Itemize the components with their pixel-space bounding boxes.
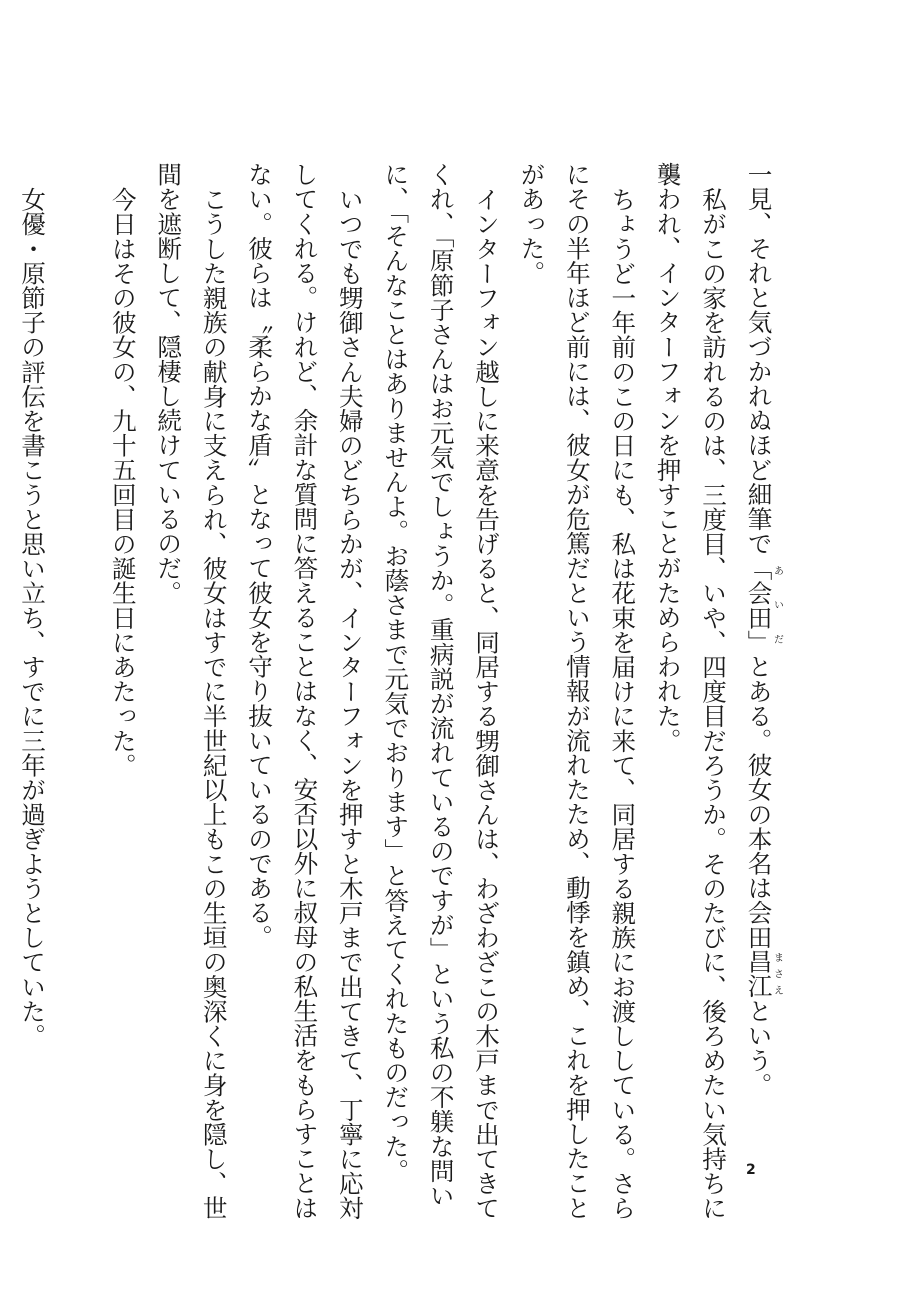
text-line-3: 襲われ、インターフォンを押すことがためらわれた。 (653, 162, 683, 753)
text-segment: という。 (744, 998, 774, 1097)
text-line-2: 私がこの家を訪れるのは、三度目、いや、四度目だろうか。そのたびに、後ろめたい気持ちに (699, 186, 729, 1220)
text-line-12: ない。彼らは〝柔らかな盾〟となって彼女を守り抜いているのである。 (245, 162, 275, 950)
ruby-masae (744, 949, 783, 999)
text-line-10: いつでも甥御さん夫婦のどちらかが、インターフォンを押すと木戸まで出てきて、丁寧に応対 (335, 186, 365, 1220)
section-break (55, 162, 100, 1142)
ruby-base: 昌江 (744, 949, 774, 999)
text-line-1 (736, 162, 782, 1142)
text-line-14: 間を遮断して、隠棲し続けているのだ。 (154, 162, 184, 605)
text-line-13: こうした親族の献身に支えられ、彼女はすでに半世紀以上もこの生垣の奥深くに身を隠し、世 (199, 186, 229, 1220)
text-line-6: があった。 (517, 162, 547, 285)
text-line-9: に、「そんなことはありませんよ。お蔭さまで元気でおります」と答えてくれたものだった。 (381, 162, 411, 1183)
text-line-7: インターフォン越しに来意を告げると、同居する甥御さんは、わざわざこの木戸まで出てきて (472, 186, 502, 1220)
text-line-8: くれ、「原節子さんはお元気でしょうか。重病説が流れているのですが」という私の不躾な問い (426, 162, 456, 1208)
ruby-base: 「会田」 (744, 555, 774, 655)
text-line-17 (0, 162, 10, 1142)
page-number: 2 (746, 1162, 756, 1178)
text-line-4: ちょうど一年前のこの日にも、私は花束を届けに来て、同居する親族にお渡ししている。さら (608, 186, 638, 1220)
text-line-5: にその半年ほど前には、彼女が危篤だという情報が流れたため、動悸を鎮め、これを押したこと (562, 162, 592, 1220)
text-line-11: してくれる。けれど、余計な質問に答えることはなく、安否以外に叔母の私生活をもらすことは (290, 162, 320, 1220)
ruby-reading: あいだ (771, 555, 783, 655)
vertical-text-body (0, 162, 783, 1220)
text-segment: とある。彼女の本名は会田 (744, 654, 774, 950)
ruby-reading: まさえ (771, 949, 783, 999)
text-segment: 一見、それと気づかれぬほど細筆で (744, 162, 774, 556)
text-line-16: 女優・原節子の評伝を書こうと思い立ち、すでに三年が過ぎようとしていた。 (18, 186, 48, 1048)
ruby-aida (744, 555, 783, 655)
text-line-15: 今日はその彼女の、九十五回目の誕生日にあたった。 (108, 186, 138, 777)
